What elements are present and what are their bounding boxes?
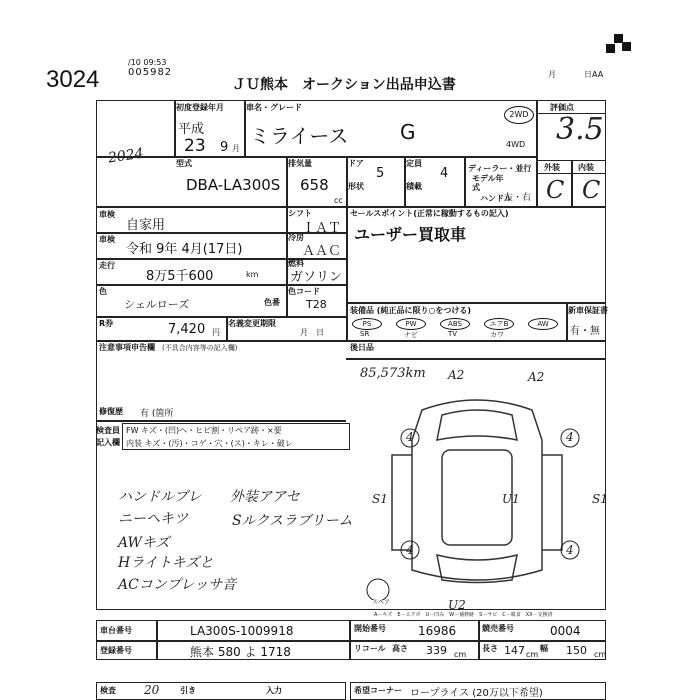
inspection-label: 車検 (99, 235, 115, 244)
repair-label: 修復歴 (99, 407, 123, 416)
handle-label: ハンドル (480, 194, 512, 203)
width-value: 150 (566, 644, 587, 657)
cc-unit: cc (334, 196, 343, 205)
drive-2wd-badge: 2WD (504, 106, 534, 124)
height-value: 339 (426, 644, 447, 657)
equipment-aw: AW (528, 318, 558, 330)
spare-label: スペア (372, 599, 391, 606)
corner-emblem-icon (604, 34, 634, 64)
page-title: ＪＵ熊本 オークション出品申込書 (232, 77, 456, 93)
input-label: 入力 (266, 686, 282, 695)
mark-a2-1: A2 (448, 368, 465, 382)
start-number-value: 16986 (418, 624, 457, 638)
registration-label: 登録番号 (100, 646, 132, 655)
mark-4-front-left: 4 (406, 430, 414, 444)
shift-value: ＩＡＴ (302, 221, 342, 236)
inspector-label-1: 検査員 (96, 426, 120, 435)
recycle-label: R券 (99, 319, 114, 328)
shape-label: 形状 (348, 182, 364, 191)
corner-note: 2024 (107, 145, 145, 167)
mileage-value: 8万5千600 (146, 269, 214, 284)
equipment-list (352, 318, 562, 340)
rating-value: 3.5 (556, 112, 604, 147)
rating-label: 評価点 (550, 103, 574, 112)
date-day-label: 日AA (584, 70, 604, 79)
color-label: 色 (99, 287, 107, 296)
month-value: 9 (220, 140, 229, 155)
equipment-ps: PS (352, 318, 382, 330)
repair-value: 有 (箇所 (140, 409, 174, 419)
inspection-bottom-label: 検査 (100, 686, 116, 695)
inspector-label-2: 記入欄 (96, 438, 120, 447)
note-left-2: ニーヘキツ (118, 511, 188, 527)
inspection-value: 令和 9年 4月(17日) (126, 242, 243, 257)
warranty-value: 有・無 (570, 326, 600, 337)
interior-label: 内装 (578, 163, 594, 172)
dealer-label: ディーラー・並行 (468, 164, 532, 173)
note-left-4: Hライトキズと (118, 555, 214, 571)
mileage-label: 走行 (99, 261, 115, 270)
aircon-label: 冷房 (288, 233, 304, 242)
note-left-3: AWキズ (118, 535, 170, 551)
inspector-line-2: 内装 キズ・(汚)・コゲ・穴・(ス)・キレ・破レ (126, 439, 293, 448)
width-unit: cm (594, 650, 607, 659)
door-label: ドア (348, 159, 364, 168)
equipment-label: 装備品 (純正品に限り○をつける) (350, 306, 472, 315)
model-name: ミライース (250, 124, 349, 148)
month-unit: 月 (232, 144, 240, 153)
era-value: 平成 (178, 122, 205, 137)
displacement-label: 排気量 (288, 159, 312, 168)
equipment-airbag: エアB (484, 318, 514, 330)
width-label: 幅 (540, 644, 548, 653)
mark-u1: U1 (502, 492, 520, 506)
capacity-value: 4 (440, 166, 449, 181)
purpose-value: 自家用 (126, 218, 166, 233)
time-stamp: /10 09:53 (128, 58, 167, 67)
pull-label: 引き (180, 686, 196, 695)
length-value: 147 (504, 644, 525, 657)
start-number-label: 開始番号 (354, 624, 386, 633)
registration-value: 熊本 580 よ 1718 (190, 645, 291, 659)
door-value: 5 (376, 166, 385, 181)
name-change-date: 月 日 (300, 328, 324, 337)
inspector-line-1: FW キズ・(凹)ヘ・ヒビ割・リペア跡・×要 (126, 426, 282, 435)
height-label: 高さ (392, 644, 408, 653)
inspection-bottom-value: 20 (144, 683, 160, 697)
color-code-label: 色番 (264, 298, 280, 307)
type-value: DBA-LA300S (186, 176, 281, 194)
chassis-label: 車台番号 (100, 626, 132, 635)
note-left-5: ACコンプレッサ音 (118, 577, 237, 593)
auction-number-label: 競売番号 (482, 624, 514, 633)
exterior-label: 外装 (544, 163, 560, 172)
model-grade-label: 車名・グレード (246, 103, 302, 112)
fuel-value: ガソリン (290, 270, 343, 285)
model-year-label: モデル年式 (472, 174, 504, 192)
equipment-sr: SR (360, 330, 370, 338)
mark-u2: U2 (448, 598, 466, 612)
mark-4-rear-right: 4 (566, 543, 574, 557)
odometer-note: 85,573km (360, 366, 426, 381)
exterior-value: C (546, 176, 565, 204)
year-value: 23 (184, 136, 206, 156)
shift-label: シフト (288, 209, 312, 218)
aircon-value: ＡＡＣ (302, 244, 342, 259)
requested-corner-value: ロープライス (20万以下希望) (410, 688, 543, 699)
recycle-value: 7,420 (168, 322, 206, 337)
notices-label: 注意事項申告欄 (99, 343, 155, 352)
name-change-label: 名義変更期限 (228, 319, 276, 328)
sheet-number: 3024 (46, 66, 100, 93)
tonnage-label: 積載 (406, 182, 422, 191)
color-value: シェルローズ (124, 298, 190, 311)
equipment-tv: TV (448, 330, 458, 338)
mark-s1-left: S1 (372, 492, 388, 506)
handle-value: 左・右 (504, 193, 532, 203)
sales-point-label: セールスポイント(正常に稼動するもの記入) (350, 209, 509, 218)
serial-number: 005982 (128, 67, 173, 78)
equipment-navi: ナビ (404, 331, 418, 339)
auction-number-value: 0004 (550, 624, 581, 638)
equipment-leather: カワ (490, 331, 504, 339)
drive-4wd: 4WD (506, 140, 526, 149)
mark-s1-right: S1 (592, 492, 608, 506)
sales-point-value: ユーザー買取車 (354, 225, 467, 244)
date-month-label: 月 (548, 70, 556, 79)
grade-value: G (400, 120, 416, 144)
car-damage-diagram (352, 380, 602, 600)
equipment-pw: PW (396, 318, 426, 330)
first-reg-label: 初度登録年月 (176, 103, 224, 112)
requested-corner-label: 希望コーナー (354, 686, 402, 695)
note-right-1: 外装アアセ (230, 489, 300, 505)
capacity-label: 定員 (406, 159, 422, 168)
after-fit-label: 後日品 (350, 343, 374, 352)
chassis-value: LA300S-1009918 (190, 624, 294, 638)
mark-a2-2: A2 (528, 370, 545, 384)
purpose-label: 車検 (99, 210, 115, 219)
notices-sub-label: (不具合内容等の記入欄) (162, 344, 238, 352)
yen-unit: 円 (212, 328, 220, 337)
diagram-legend: A－キズ E－エクボ U－凹み W－補修跡 S－サビ C－腐食 XX－交換済 (374, 612, 553, 618)
recall-label: リコール (354, 644, 386, 653)
fuel-label: 燃料 (288, 259, 304, 268)
km-unit: km (246, 270, 259, 279)
note-left-1: ハンドルブレ (118, 489, 202, 505)
color-code-label-2: 色コード (288, 287, 320, 296)
note-right-2: Sルクスラブリーム (232, 513, 353, 529)
color-code-value: T28 (306, 298, 327, 311)
equipment-abs: ABS (440, 318, 470, 330)
interior-value: C (582, 176, 601, 204)
length-unit: cm (526, 650, 539, 659)
mark-4-front-right: 4 (566, 430, 574, 444)
length-label: 長さ (482, 644, 498, 653)
warranty-label: 新車保証書 (568, 306, 608, 315)
type-label: 型式 (176, 159, 192, 168)
displacement-value: 658 (300, 176, 329, 194)
height-unit: cm (454, 650, 467, 659)
mark-4-rear-left: 4 (406, 543, 414, 557)
